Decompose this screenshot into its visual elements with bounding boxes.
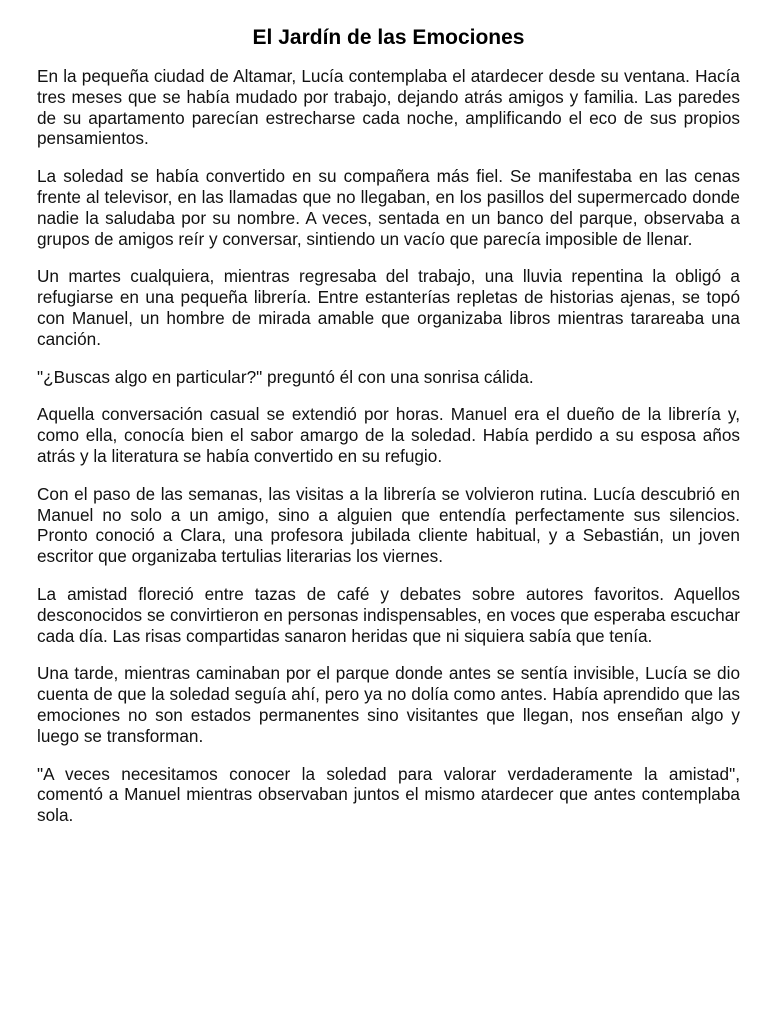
paragraph-4: "¿Buscas algo en particular?" preguntó él con una sonrisa cálida.: [37, 366, 534, 387]
paragraph-1: En la pequeña ciudad de Altamar, Lucía contemplaba el atardecer desde su ventana. Hacía tres meses que se había mudado por trabajo, dejando atrás amigos y familia. Las paredes de su apartamento parecían estrecharse cada noche, amplificando el eco de sus propios pensamientos.: [37, 66, 740, 149]
paragraph-3: Un martes cualquiera, mientras regresaba del trabajo, una lluvia repentina la obligó a refugiarse en una pequeña librería. Entre estanterías repletas de historias ajenas, se topó con Manuel, un hombre de mirada amable que organizaba libros mientras tarareaba una canción.: [37, 266, 740, 349]
paragraph-6: Con el paso de las semanas, las visitas a la librería se volvieron rutina. Lucía descubrió en Manuel no solo a un amigo, sino a alguien que entendía perfectamente sus silencios. Pronto conoció a Clara, una profesora jubilada cliente habitual, y a Sebastián, un joven escritor que organizaba tertulias literarias los viernes.: [37, 483, 740, 567]
paragraph-5: Aquella conversación casual se extendió por horas. Manuel era el dueño de la librería y, como ella, conocía bien el sabor amargo de la soledad. Había perdido a su esposa años atrás y la literatura se había convertido en su refugio.: [37, 404, 740, 466]
paragraph-9: "A veces necesitamos conocer la soledad para valorar verdaderamente la amistad", comentó a Manuel mientras observaban juntos el mismo atardecer que antes contemplaba sola.: [37, 763, 740, 826]
paragraph-2: La soledad se había convertido en su compañera más fiel. Se manifestaba en las cenas frente al televisor, en las llamadas que no llegaban, en los pasillos del supermercado donde nadie la saludaba por su nombre. A veces, sentada en un banco del parque, observaba a grupos de amigos reír y conversar, sintiendo un vacío que parecía imposible de llenar.: [37, 166, 740, 249]
paragraph-8: Una tarde, mientras caminaban por el parque donde antes se sentía invisible, Lucía se dio cuenta de que la soledad seguía ahí, pero ya no dolía como antes. Había aprendido que las emociones no son estados permanentes sino visitantes que llegan, nos enseñan algo y luego se transforman.: [37, 663, 740, 746]
document-page: [37, 24, 740, 843]
paragraph-7: La amistad floreció entre tazas de café y debates sobre autores favoritos. Aquellos desconocidos se convirtieron en personas indispensables, en voces que esperaba escuchar cada día. Las risas compartidas sanaron heridas que ni siquiera sabía que tenía.: [37, 583, 740, 646]
document-title: El Jardín de las Emociones: [252, 26, 525, 49]
